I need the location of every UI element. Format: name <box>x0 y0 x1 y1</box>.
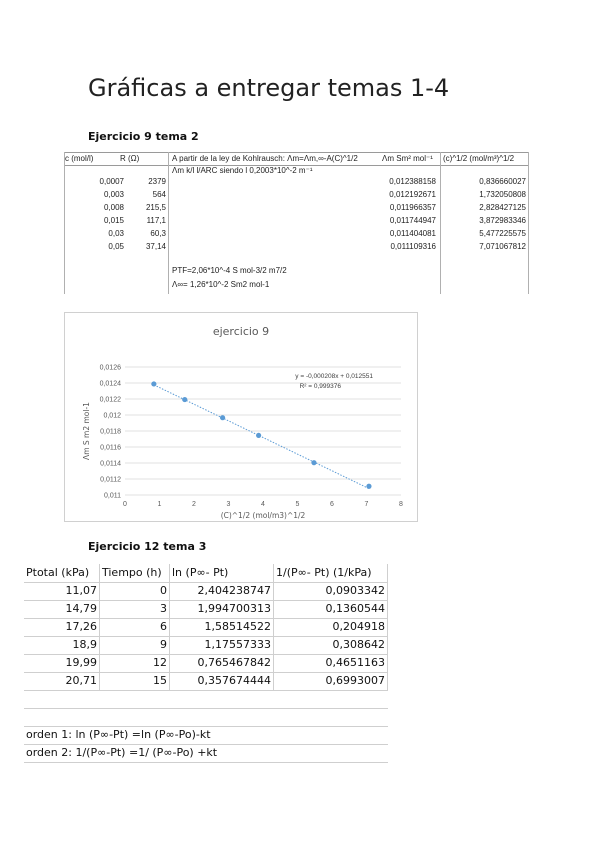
table-row <box>24 582 388 601</box>
y-tick-label: 0,0114 <box>100 460 121 468</box>
cell-c: 0,0007 <box>99 177 124 186</box>
table-cell: 6 <box>100 618 170 636</box>
empty-row <box>24 690 388 709</box>
cell-sqrt: 7,071067812 <box>479 242 526 251</box>
table-cell: 0,357674444 <box>170 672 274 690</box>
table-cell: 0,204918 <box>274 618 388 636</box>
cell-c: 0,03 <box>108 229 124 238</box>
table-cell: 9 <box>100 636 170 654</box>
x-tick-label: 4 <box>261 501 265 508</box>
cell-c: 0,003 <box>103 190 124 199</box>
column-header: Ptotal (kPa) <box>24 564 100 582</box>
table-cell: 0,4651163 <box>274 654 388 672</box>
data-point <box>256 433 261 438</box>
y-axis-label: Λm S m2 mol-1 <box>82 402 91 460</box>
x-tick-label: 8 <box>399 501 403 508</box>
table-cell: 0,1360544 <box>274 600 388 618</box>
note-row: Λm k/l l/ARC siendo l 0,2003*10^-2 m⁻¹ <box>172 166 313 175</box>
x-axis-label: (C)^1/2 (mol/m3)^1/2 <box>220 511 306 520</box>
y-tick-label: 0,0112 <box>100 476 121 484</box>
header-r: R (Ω) <box>120 154 140 163</box>
x-tick-label: 5 <box>295 501 300 508</box>
y-tick-label: 0,0122 <box>99 396 121 404</box>
column-header: ln (P∞- Pt) <box>170 564 274 582</box>
table-row <box>24 600 388 619</box>
chart-svg <box>65 313 417 521</box>
chart-title: ejercicio 9 <box>212 325 270 338</box>
table-cell: 3 <box>100 600 170 618</box>
table-cell: 11,07 <box>24 582 100 600</box>
ex12-heading: Ejercicio 12 tema 3 <box>88 540 207 553</box>
header-kohlrausch: A partir de la ley de Kohlrausch: Λm=Λm,∞-A(C)^1/2 <box>172 154 358 163</box>
cell-sqrt: 2,828427125 <box>479 203 526 212</box>
x-tick-label: 3 <box>226 501 231 508</box>
table-cell: 17,26 <box>24 618 100 636</box>
cell-sqrt: 1,732050808 <box>479 190 526 199</box>
y-tick-label: 0,0118 <box>100 428 121 436</box>
cell-sqrt: 0,836660027 <box>479 177 526 186</box>
header-row <box>24 564 388 583</box>
table-cell: 0,308642 <box>274 636 388 654</box>
table-row <box>24 672 388 691</box>
y-tick-label: 0,0124 <box>99 380 121 388</box>
cell-sqrt: 5,477225575 <box>479 229 526 238</box>
trend-equation: y = -0,000208x + 0,012551 <box>295 373 373 380</box>
table-row <box>24 618 388 637</box>
cell-lambda: 0,011744947 <box>389 216 436 225</box>
cell-sqrt: 3,872983346 <box>479 216 526 225</box>
table-cell: 20,71 <box>24 672 100 690</box>
table-row <box>24 654 388 673</box>
page-title: Gráficas a entregar temas 1-4 <box>88 74 450 102</box>
empty-row <box>24 708 388 727</box>
column-header: Tiempo (h) <box>100 564 170 582</box>
x-tick-label: 2 <box>192 501 196 508</box>
table-cell: 1,994700313 <box>170 600 274 618</box>
order-2-equation: orden 2: 1/(P∞-Pt) =1/ (P∞-Po) +kt <box>26 746 218 759</box>
table-cell: 19,99 <box>24 654 100 672</box>
header-c: c (mol/l) <box>65 154 94 163</box>
data-point <box>220 415 225 420</box>
data-point <box>311 460 316 465</box>
data-point <box>151 381 156 386</box>
table-cell: 0,765467842 <box>170 654 274 672</box>
y-tick-label: 0,0126 <box>99 364 121 372</box>
ex9-heading: Ejercicio 9 tema 2 <box>88 130 199 143</box>
cell-c: 0,015 <box>103 216 124 225</box>
column-header: 1/(P∞- Pt) (1/kPa) <box>274 564 388 582</box>
table-cell: 2,404238747 <box>170 582 274 600</box>
order-row <box>24 744 388 763</box>
table-cell: 14,79 <box>24 600 100 618</box>
cell-r: 60,3 <box>150 229 166 238</box>
order-row <box>24 726 388 745</box>
kohlrausch-table <box>64 152 528 294</box>
cell-r: 2379 <box>148 177 166 186</box>
order-1-equation: orden 1: ln (P∞-Pt) =ln (P∞-Po)-kt <box>26 728 211 741</box>
y-tick-label: 0,012 <box>103 412 121 420</box>
ptf-text: PTF=2,06*10^-4 S mol-3/2 m7/2 <box>172 266 287 275</box>
data-point <box>366 484 371 489</box>
table-row <box>24 636 388 655</box>
cell-r: 117,1 <box>146 216 166 225</box>
table-cell: 1,17557333 <box>170 636 274 654</box>
table-cell: 15 <box>100 672 170 690</box>
table-cell: 1,58514522 <box>170 618 274 636</box>
lambda-inf-text: Λ∞= 1,26*10^-2 Sm2 mol-1 <box>172 280 270 289</box>
table-cell: 12 <box>100 654 170 672</box>
cell-lambda: 0,012192671 <box>389 190 436 199</box>
chart-ejercicio-9 <box>64 312 418 522</box>
data-point <box>182 397 187 402</box>
x-tick-label: 0 <box>123 501 127 508</box>
x-tick-label: 1 <box>157 501 162 508</box>
cell-c: 0,05 <box>108 242 124 251</box>
header-lambda: Λm Sm² mol⁻¹ <box>382 154 433 163</box>
cell-r: 564 <box>152 190 166 199</box>
cell-lambda: 0,011966357 <box>389 203 436 212</box>
trend-r2: R² = 0,999376 <box>299 383 341 390</box>
table-cell: 0 <box>100 582 170 600</box>
table-cell: 0,6993007 <box>274 672 388 690</box>
table-cell: 18,9 <box>24 636 100 654</box>
cell-lambda: 0,011109316 <box>390 242 436 251</box>
header-sqrt: (c)^1/2 (mol/m³)^1/2 <box>443 154 515 163</box>
y-tick-label: 0,011 <box>104 492 121 500</box>
cell-c: 0,008 <box>103 203 124 212</box>
table-cell: 0,0903342 <box>274 582 388 600</box>
x-tick-label: 7 <box>364 501 369 508</box>
cell-r: 215,5 <box>145 203 166 212</box>
x-tick-label: 6 <box>330 501 334 508</box>
y-tick-label: 0,0116 <box>100 444 121 452</box>
cell-lambda: 0,011404081 <box>389 229 436 238</box>
cell-r: 37,14 <box>145 242 166 251</box>
cell-lambda: 0,012388158 <box>389 177 436 186</box>
